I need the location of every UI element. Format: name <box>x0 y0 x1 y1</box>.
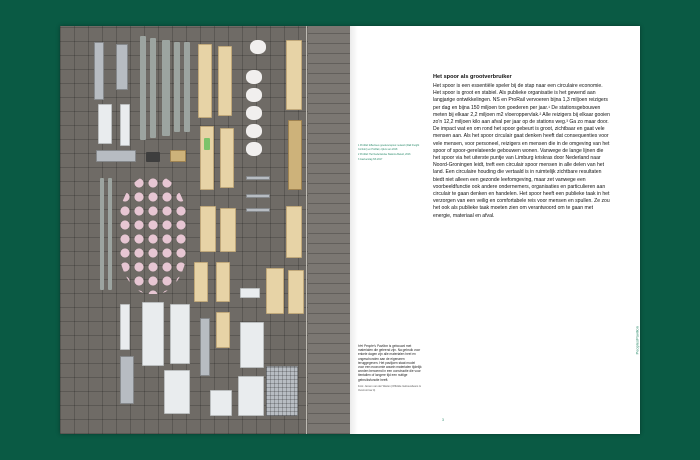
footnote: 1 ProRail: Effectieve goederenspoor-netwerk (Rail Freight Corridor) en ProRail, cijfers van 2018 <box>358 144 420 151</box>
photo-wood-beam <box>286 40 302 110</box>
photo-white-stack <box>170 304 190 364</box>
photo-white-stack <box>164 370 190 414</box>
photo-wood-beam <box>218 46 232 116</box>
article-heading: Het spoor als grootverbruiker <box>433 74 512 80</box>
footnotes <box>358 144 422 164</box>
photo-white-stack <box>120 304 130 350</box>
photo-wood-block <box>216 312 230 348</box>
photo-pink-bags <box>118 176 188 294</box>
photo-pole <box>162 40 170 136</box>
photo-wood-beam <box>198 44 212 118</box>
caption-text: is gebouwd met materialen die geleend zijn. Na gebruik voor enkele dagen zijn alle materialen heel en ongeschonden aan de eigenaren teruggegeven. Het paviljoen staat model voor een economie waarin materialen tijdelijk worden benoemd in een constructie die voor tientallen of langere tijd een nuttige gebruiksfunctie heeft. <box>358 344 422 382</box>
photo-white-bag <box>246 106 262 120</box>
photo-metal-rod <box>246 208 270 212</box>
photo-white-bag <box>246 70 262 84</box>
photo-wood-beam <box>288 120 302 190</box>
caption-title: Het People's Pavilion <box>358 344 389 348</box>
photo-white-panels <box>120 104 130 146</box>
photo-pole <box>150 38 156 138</box>
photo-white-stack <box>142 302 164 366</box>
photo-rail-line <box>306 26 307 434</box>
photo-white-crate <box>240 288 260 298</box>
page-fold-shadow <box>350 26 358 434</box>
photo-pole <box>140 36 146 140</box>
photo-pole <box>184 42 190 132</box>
photo-wood-block <box>288 270 304 314</box>
vertical-section-label: PeoplesPavilion <box>634 326 639 355</box>
photo-metal-stack <box>200 318 210 376</box>
photo-caption <box>358 344 422 393</box>
photo-white-bag <box>250 40 266 54</box>
photo-metal-rod <box>246 176 270 180</box>
footnote: 3 Jaarverslag NS 2017 <box>358 158 383 162</box>
photo-wood-block <box>194 262 208 302</box>
footnote: 2 ProRail: Het Nederlandse Stations-Beleid, 2016 <box>358 153 411 157</box>
photo-pole <box>100 178 104 290</box>
photo-white-bag <box>246 124 262 138</box>
photo-white-panels <box>98 104 112 144</box>
photo-metal-rod <box>246 194 270 198</box>
photo-mesh-panel <box>266 366 298 416</box>
aerial-materials-photo <box>60 26 350 434</box>
photo-pole <box>108 178 112 290</box>
book-spread <box>60 26 640 434</box>
caption-credit: Foto: Jeroen van der Wielen (Officiële Gebouwbeurs & Overmorrow 4) <box>358 384 421 393</box>
photo-wood-parts <box>170 150 186 162</box>
page-number: 3 <box>442 418 444 422</box>
left-page <box>60 26 350 434</box>
photo-metal-stack <box>120 356 134 404</box>
photo-wood-beam <box>200 126 214 190</box>
photo-wood-beam <box>220 128 234 188</box>
right-page <box>350 26 640 434</box>
photo-wood-block <box>286 206 302 258</box>
photo-white-bag <box>246 88 262 102</box>
article <box>433 74 611 220</box>
photo-white-stack <box>210 390 232 416</box>
photo-wood-block <box>266 268 284 314</box>
photo-dark-parts <box>146 152 160 162</box>
photo-wood-block <box>216 262 230 302</box>
photo-pole <box>174 42 180 132</box>
photo-wood-block <box>200 206 216 252</box>
photo-person-green <box>204 138 210 150</box>
photo-metal-bundle <box>94 42 104 100</box>
photo-white-stack <box>238 376 264 416</box>
photo-paved-edge <box>308 26 350 434</box>
photo-white-stack <box>240 322 264 368</box>
photo-metal-bundle <box>116 44 128 90</box>
photo-metal-parts <box>96 150 136 162</box>
photo-wood-block <box>220 208 236 252</box>
article-body: Het spoor is een essentiële speler bij de stap naar een circulaire economie. Het spoor is groot en stabiel. Als publieke organisatie is het gewend aan langjarige ontwikkelingen. NS en ProRail vervoeren bijna 1,3 miljoen reizigers per dag en bijna 150 miljoen ton goederen per jaar.¹ De stationsgebouwen meten bij elkaar 2,2 miljoen m2 vloeroppervlak.² Alle reizigers bij elkaar gooien zo'n 12,2 miljoen kilo aan afval per jaar op de stations weg.³ Ga zo maar door. De impact wat en om rond het spoor gebeurt is groot, zichtbaar en gaat vele mensen aan. Als het spoor circulair gaat denken heeft dat consequenties voor vele mensen, voor personeel, reizigers en mensen die in de omgeving van het spoor of spoor-gerelateerde gebouwen wonen. Vanwege de lange lijnen die het spoor via het uiterste puntje van Limburg kriskras door Nederland naar Noord-Groningen leidt, treft een circulair spoor mensen in alle delen van het land. Een circulaire houding die vertaald is in ruimtelijk zichtbare resultaten biedt niet alleen een gezonde leefomgeving, maar zet vanwege een voorbeeldfunctie ook andere ondernemers, organisaties en particulieren aan circulair te gaan denken en handelen. Het spoor heeft een publieke taak in het verzorgen van een veilig en comfortabele reis voor mensen en spullen. Ze zou het ook als publieke taak moeten zien om verantwoord om te gaan met energie, materiaal en afval. <box>433 83 610 219</box>
photo-white-bag <box>246 142 262 156</box>
